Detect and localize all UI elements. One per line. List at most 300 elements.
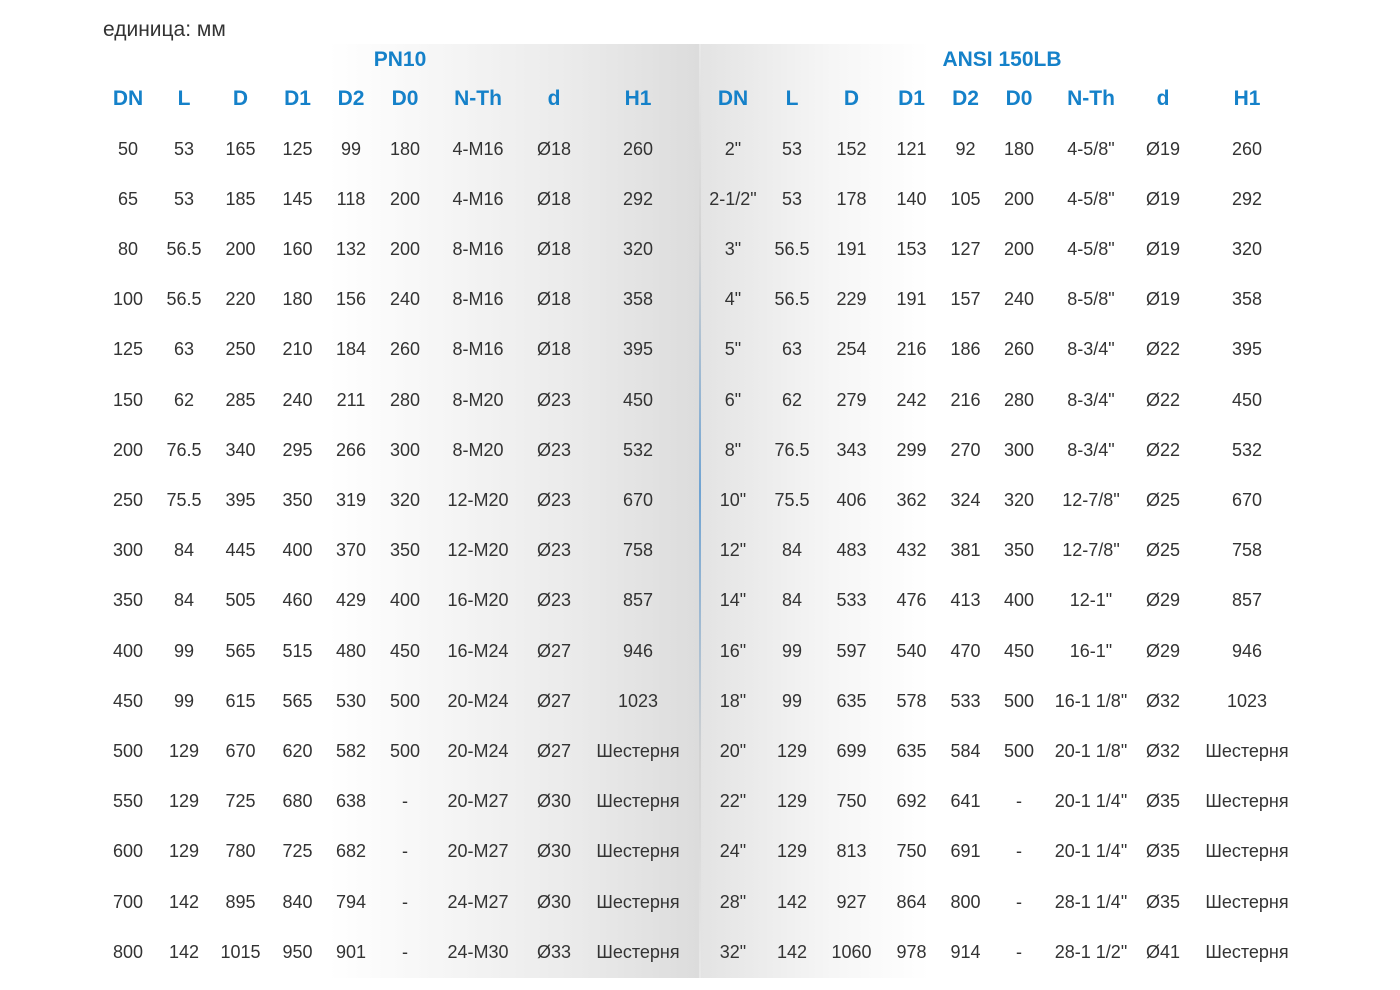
table-cell: 210 [282,339,313,360]
table-cell: - [402,841,408,862]
ansi-150lb-table-row [702,536,1303,566]
table-cell: Ø19 [1145,138,1181,159]
column-header: L [177,87,191,110]
table-cell: 500 [1003,740,1035,761]
table-cell: Ø22 [1145,339,1181,360]
table-cell: 260 [1003,339,1035,360]
table-cell: 6" [724,389,742,410]
table-cell: Ø23 [536,590,572,611]
table-cell: 32" [719,941,747,962]
table-cell: 670 [622,489,654,510]
table-cell: 8-3/4" [1067,439,1115,460]
table-cell: 14" [719,590,747,611]
table-cell: 157 [950,289,981,310]
ansi-150lb-table-row [702,285,1303,315]
table-cell: 450 [389,640,421,661]
table-cell: 125 [282,138,313,159]
table-cell: 319 [335,489,367,510]
table-cell: 530 [335,690,367,711]
table-cell: 62 [781,389,803,410]
ansi-150lb-table-row [702,184,1303,214]
table-cell: 18" [719,690,747,711]
table-cell: 100 [112,289,144,310]
table-cell: 63 [781,339,803,360]
table-cell: Ø18 [536,138,572,159]
ansi-150lb-table-row [702,335,1303,365]
table-cell: - [1016,941,1022,962]
table-cell: 260 [389,339,421,360]
column-header: D0 [391,87,419,110]
table-cell: 63 [173,339,195,360]
table-cell: 99 [781,690,803,711]
table-cell: 350 [112,590,144,611]
table-cell: 800 [112,941,144,962]
table-cell: 780 [225,841,256,862]
table-cell: Ø35 [1145,841,1181,862]
table-cell: Ø25 [1145,489,1181,510]
table-cell: 200 [1003,188,1035,209]
table-cell: 362 [896,489,927,510]
table-cell: 3" [724,238,742,259]
table-cell: Ø23 [536,439,572,460]
table-cell: 8-M16 [452,238,504,259]
table-cell: Ø18 [536,289,572,310]
ansi-150lb-table-row [702,937,1303,967]
table-cell: 28-1 1/4" [1054,891,1128,912]
ansi-150lb-table-row [702,234,1303,264]
table-cell: 682 [335,841,367,862]
table-cell: 99 [173,640,195,661]
table-cell: 429 [335,590,367,611]
table-cell: 515 [282,640,313,661]
table-cell: 483 [836,540,867,561]
table-cell: 185 [225,188,256,209]
table-cell: 358 [1231,289,1263,310]
table-cell: 505 [225,590,256,611]
table-cell: 75.5 [166,489,202,510]
table-cell: 4-5/8" [1067,238,1115,259]
table-cell: 99 [173,690,195,711]
table-cell: 216 [950,389,981,410]
table-cell: 142 [168,891,200,912]
table-cell: 840 [282,891,313,912]
table-cell: Ø27 [536,740,572,761]
table-cell: 635 [896,740,927,761]
table-cell: 295 [282,439,313,460]
table-cell: 24" [719,841,747,862]
table-cell: 129 [776,841,808,862]
table-cell: 240 [389,289,421,310]
table-cell: 758 [622,540,654,561]
table-cell: 406 [836,489,867,510]
table-cell: Шестерня [596,791,680,812]
column-header: d [547,87,561,110]
table-cell: 180 [389,138,421,159]
table-cell: 200 [1003,238,1035,259]
pn10-table-row [100,937,690,967]
table-cell: 279 [836,389,867,410]
table-cell: 53 [781,138,803,159]
table-cell: Ø19 [1145,188,1181,209]
table-cell: 533 [950,690,981,711]
table-cell: 635 [836,690,867,711]
table-cell: 350 [389,540,421,561]
table-cell: 381 [950,540,981,561]
table-cell: 813 [836,841,867,862]
table-cell: 56.5 [166,238,202,259]
table-cell: 4-5/8" [1067,138,1115,159]
table-cell: 300 [389,439,421,460]
table-cell: 4" [724,289,742,310]
table-cell: Ø30 [536,791,572,812]
ansi-150lb-table-row [702,787,1303,817]
table-cell: 8-3/4" [1067,389,1115,410]
table-cell: 12-1" [1069,590,1113,611]
column-header: D2 [337,87,365,110]
table-cell: 84 [781,540,803,561]
table-cell: 242 [896,389,927,410]
table-cell: 20" [719,740,747,761]
pn10-table-row [100,887,690,917]
table-cell: 8-M20 [452,389,504,410]
panel-divider [699,44,701,978]
table-cell: 641 [950,791,981,812]
table-cell: 12-7/8" [1062,540,1120,561]
table-cell: 240 [282,389,313,410]
table-cell: Шестерня [596,841,680,862]
table-cell: Шестерня [596,891,680,912]
table-cell: 725 [282,841,313,862]
pn10-table-row [100,536,690,566]
table-cell: 8-5/8" [1067,289,1115,310]
table-cell: 153 [896,238,927,259]
table-cell: 16-M24 [447,640,509,661]
table-cell: Ø30 [536,841,572,862]
table-cell: 978 [896,941,927,962]
table-cell: Ø23 [536,489,572,510]
table-cell: Ø22 [1145,439,1181,460]
table-cell: Шестерня [1205,740,1289,761]
pn10-table-row [100,736,690,766]
table-cell: 184 [335,339,367,360]
table-cell: 343 [836,439,867,460]
table-cell: 950 [282,941,313,962]
table-cell: - [402,941,408,962]
table-cell: - [402,791,408,812]
table-cell: 400 [112,640,144,661]
table-cell: 76.5 [166,439,202,460]
table-cell: 1015 [220,941,261,962]
table-cell: 129 [168,791,200,812]
table-cell: 670 [225,740,256,761]
table-cell: 400 [1003,590,1035,611]
table-cell: 80 [117,238,139,259]
table-cell: 20-M27 [447,791,509,812]
table-cell: 129 [776,791,808,812]
table-cell: - [1016,791,1022,812]
table-cell: Ø25 [1145,540,1181,561]
table-cell: 142 [776,891,808,912]
ansi-150lb-table-row [702,887,1303,917]
table-cell: 350 [282,489,313,510]
table-cell: 2-1/2" [709,188,757,209]
table-cell: 92 [955,138,976,159]
table-cell: 200 [389,188,421,209]
table-cell: 260 [622,138,654,159]
table-cell: 56.5 [166,289,202,310]
table-cell: 84 [781,590,803,611]
column-header: D [232,87,249,110]
pn10-header-row [100,84,690,114]
table-cell: 1060 [831,941,872,962]
table-cell: Ø23 [536,540,572,561]
table-cell: 8-M16 [452,289,504,310]
table-cell: 16" [719,640,747,661]
column-header: D1 [284,87,311,110]
table-cell: 28" [719,891,747,912]
table-cell: 178 [836,188,867,209]
column-header: d [1156,87,1170,110]
table-cell: 125 [112,339,144,360]
column-header: N-Th [454,87,502,110]
table-cell: 901 [335,941,367,962]
table-cell: 320 [389,489,421,510]
pn10-table-row [100,335,690,365]
table-cell: Ø29 [1145,590,1181,611]
table-cell: 76.5 [774,439,810,460]
table-cell: 565 [225,640,256,661]
table-cell: 758 [1231,540,1263,561]
table-cell: 857 [622,590,654,611]
table-cell: 22" [719,791,747,812]
column-header: DN [112,87,144,110]
pn10-table-row [100,285,690,315]
table-cell: 1023 [1226,690,1268,711]
table-cell: 500 [389,690,421,711]
table-cell: 62 [173,389,195,410]
pn10-table-row [100,837,690,867]
table-cell: 500 [389,740,421,761]
table-cell: 53 [781,188,803,209]
table-cell: 550 [112,791,144,812]
table-cell: 129 [168,841,200,862]
table-cell: 532 [622,439,654,460]
table-cell: 84 [173,590,195,611]
table-cell: 229 [836,289,867,310]
table-cell: 578 [896,690,927,711]
table-cell: 16-M20 [447,590,509,611]
column-header: D2 [952,87,979,110]
table-cell: 56.5 [774,289,810,310]
table-cell: Шестерня [596,740,680,761]
table-cell: 129 [168,740,200,761]
table-cell: 12-M20 [447,540,509,561]
table-cell: Шестерня [1205,941,1289,962]
table-cell: 540 [896,640,927,661]
table-cell: 99 [781,640,803,661]
table-cell: Шестерня [1205,841,1289,862]
table-cell: 395 [225,489,256,510]
table-cell: 20-1 1/4" [1054,841,1128,862]
table-cell: 450 [1003,640,1035,661]
table-cell: 4-5/8" [1067,188,1115,209]
ansi-150lb-table-row [702,636,1303,666]
table-cell: Ø18 [536,238,572,259]
table-cell: 470 [950,640,981,661]
column-header: L [785,87,799,110]
table-cell: 150 [112,389,144,410]
table-cell: 292 [1231,188,1263,209]
table-cell: 450 [1231,389,1263,410]
table-cell: 75.5 [774,489,810,510]
table-cell: 800 [950,891,981,912]
table-cell: 24-M30 [447,941,509,962]
column-header: H1 [1233,87,1261,110]
ansi-150lb-table-row [702,586,1303,616]
table-cell: 5" [724,339,742,360]
table-cell: 750 [836,791,867,812]
pn10-table-row [100,385,690,415]
table-cell: 914 [950,941,981,962]
table-cell: 700 [112,891,144,912]
table-cell: 180 [282,289,313,310]
table-cell: 216 [896,339,927,360]
table-cell: 1023 [617,690,659,711]
table-cell: 565 [282,690,313,711]
table-cell: 532 [1231,439,1263,460]
table-cell: Ø27 [536,690,572,711]
table-cell: Ø32 [1145,690,1181,711]
table-cell: 445 [225,540,256,561]
table-cell: 65 [117,188,139,209]
table-cell: Ø33 [536,941,572,962]
table-cell: 500 [1003,690,1035,711]
table-cell: 600 [112,841,144,862]
table-cell: 180 [1003,138,1035,159]
column-header: N-Th [1067,87,1115,110]
table-cell: 186 [950,339,981,360]
table-cell: Шестерня [1205,791,1289,812]
column-header: D0 [1005,87,1033,110]
table-cell: 476 [896,590,927,611]
table-cell: 350 [1003,540,1035,561]
table-cell: 895 [225,891,256,912]
table-cell: 285 [225,389,256,410]
table-cell: 105 [950,188,981,209]
pn10-table-row [100,485,690,515]
table-cell: 358 [622,289,654,310]
table-cell: 16-1" [1069,640,1113,661]
ansi-150lb-header-row [702,84,1303,114]
ansi-150lb-table-row [702,385,1303,415]
table-cell: 615 [225,690,256,711]
table-cell: 142 [168,941,200,962]
table-cell: 680 [282,791,313,812]
table-cell: 20-1 1/4" [1054,791,1128,812]
table-cell: 8-M20 [452,439,504,460]
pn10-table-row [100,586,690,616]
table-cell: 20-M24 [447,690,509,711]
table-cell: Ø19 [1145,289,1181,310]
pn10-table-row [100,234,690,264]
table-cell: 699 [836,740,867,761]
pn10-table-row [100,435,690,465]
table-cell: 16-1 1/8" [1054,690,1128,711]
table-cell: Ø35 [1145,891,1181,912]
table-cell: Шестерня [596,941,680,962]
table-cell: 24-M27 [447,891,509,912]
table-cell: 191 [896,289,927,310]
table-cell: 2" [724,138,742,159]
table-cell: 8" [724,439,742,460]
table-cell: 400 [389,590,421,611]
table-cell: 118 [336,188,366,209]
ansi-150lb-table-row [702,837,1303,867]
table-cell: 864 [896,891,927,912]
table-cell: Ø29 [1145,640,1181,661]
table-cell: 250 [225,339,256,360]
table-cell: 8-3/4" [1067,339,1115,360]
table-cell: 280 [1003,389,1035,410]
table-cell: 191 [836,238,867,259]
table-cell: 395 [1231,339,1263,360]
table-cell: 140 [896,188,927,209]
table-cell: 28-1 1/2" [1054,941,1128,962]
table-cell: - [402,891,408,912]
ansi-150lb-table-row [702,134,1303,164]
table-cell: 500 [112,740,144,761]
table-cell: 584 [950,740,981,761]
ansi-150lb-table-row [702,736,1303,766]
table-cell: 432 [896,540,927,561]
table-cell: - [1016,891,1022,912]
table-cell: 165 [225,138,256,159]
table-cell: 794 [335,891,367,912]
table-cell: 220 [225,289,256,310]
table-cell: 946 [1231,640,1263,661]
table-cell: 582 [335,740,367,761]
table-cell: 142 [776,941,808,962]
table-cell: 450 [622,389,654,410]
table-cell: 145 [282,188,313,209]
table-cell: 8-M16 [452,339,504,360]
table-cell: 857 [1231,590,1263,611]
table-cell: 56.5 [774,238,810,259]
column-header: H1 [624,87,652,110]
table-cell: 324 [950,489,981,510]
table-cell: 299 [896,439,927,460]
table-cell: 132 [335,238,367,259]
table-cell: 320 [1003,489,1035,510]
column-header: D1 [898,87,925,110]
table-cell: Ø35 [1145,791,1181,812]
table-cell: 254 [836,339,867,360]
table-cell: 211 [336,389,366,410]
table-cell: 400 [282,540,313,561]
table-cell: Ø23 [536,389,572,410]
ansi-150lb-table-row [702,435,1303,465]
pn10-table-row [100,686,690,716]
ansi-150lb-table-row [702,686,1303,716]
table-cell: Ø18 [536,339,572,360]
table-cell: 370 [335,540,367,561]
pn10-table-row [100,184,690,214]
table-cell: Ø41 [1145,941,1181,962]
table-cell: 670 [1231,489,1263,510]
table-cell: 4-M16 [452,188,504,209]
table-cell: 946 [622,640,654,661]
unit-label: единица: мм [103,18,226,41]
